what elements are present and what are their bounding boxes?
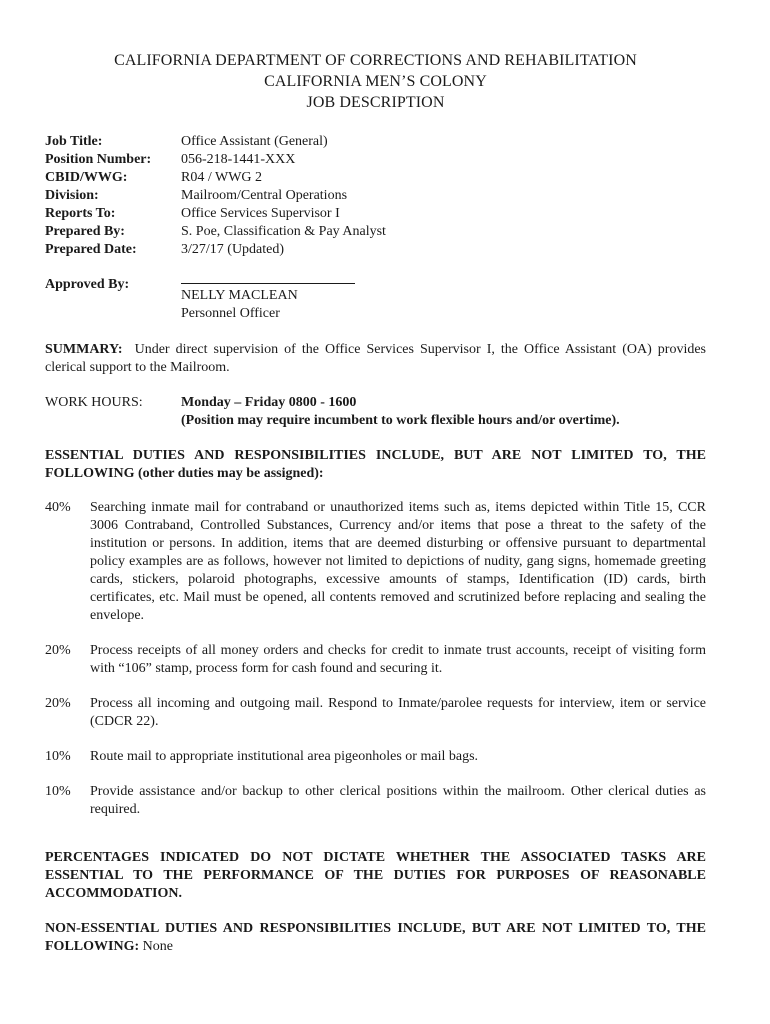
info-value: Mailroom/Central Operations (181, 188, 348, 203)
info-value: 3/27/17 (Updated) (181, 242, 285, 257)
duty-item (45, 783, 706, 819)
duty-text: Provide assistance and/or backup to other clerical positions within the mailroom. Other clerical duties as required. (90, 784, 706, 817)
info-value: Office Services Supervisor I (181, 206, 340, 221)
approver-title: Personnel Officer (181, 306, 280, 321)
nonessential-value: None (142, 939, 173, 954)
facility-title: CALIFORNIA MEN’S COLONY (264, 73, 487, 90)
department-title: CALIFORNIA DEPARTMENT OF CORRECTIONS AND REHABILITATION (114, 52, 637, 69)
info-row (45, 187, 706, 205)
duty-percentage: 40% (45, 500, 71, 515)
duty-text: Process all incoming and outgoing mail. Respond to Inmate/parolee requests for interview, item or service (CDCR 22). (90, 696, 706, 729)
work-hours-schedule: Monday – Friday 0800 - 1600 (181, 395, 357, 410)
approved-label: Approved By: (45, 277, 130, 292)
duty-item (45, 642, 706, 678)
duty-text: Process receipts of all money orders and checks for credit to inmate trust accounts, receipt of visiting form with “106” stamp, process form for cash found and securing it. (90, 643, 706, 676)
approval-block (45, 276, 706, 323)
info-value: R04 / WWG 2 (181, 170, 263, 185)
document-title: JOB DESCRIPTION (306, 94, 445, 111)
duty-item (45, 748, 706, 766)
percentages-note: PERCENTAGES INDICATED DO NOT DICTATE WHETHER THE ASSOCIATED TASKS ARE ESSENTIAL TO THE PERFORMANCE OF THE DUTIES FOR PURPOSES OF REASONABLE ACCOMMODATION. (45, 850, 706, 901)
summary-text: Under direct supervision of the Office Services Supervisor I, the Office Assistant (OA) provides clerical support to the Mailroom. (45, 342, 706, 375)
approval-signature (181, 276, 706, 323)
duty-percentage: 10% (45, 749, 71, 764)
duties-list (45, 499, 706, 819)
work-hours-label: WORK HOURS: (45, 395, 143, 410)
nonessential-heading: NON-ESSENTIAL DUTIES AND RESPONSIBILITIES INCLUDE, BUT ARE NOT LIMITED TO, THE FOLLOWING: (45, 921, 706, 954)
duty-percentage: 20% (45, 696, 71, 711)
info-value: S. Poe, Classification & Pay Analyst (181, 224, 386, 239)
info-label: Prepared By: (45, 224, 125, 239)
info-value: 056-218-1441-XXX (181, 152, 296, 167)
work-hours-section (45, 394, 706, 430)
info-label: Job Title: (45, 134, 103, 149)
work-hours-note: (Position may require incumbent to work flexible hours and/or overtime). (181, 413, 620, 428)
document-header (45, 0, 706, 113)
work-hours-value (181, 394, 706, 430)
duty-item (45, 499, 706, 625)
duty-percentage: 10% (45, 784, 71, 799)
signature-line (181, 276, 355, 284)
approver-name: NELLY MACLEAN (181, 288, 298, 303)
info-label: CBID/WWG: (45, 170, 128, 185)
duty-item (45, 695, 706, 731)
position-info (45, 133, 706, 259)
info-row (45, 151, 706, 169)
info-row (45, 205, 706, 223)
summary-label: SUMMARY: (45, 342, 123, 357)
duty-text: Route mail to appropriate institutional area pigeonholes or mail bags. (90, 749, 479, 764)
info-label: Division: (45, 188, 99, 203)
info-value: Office Assistant (General) (181, 134, 328, 149)
info-label: Prepared Date: (45, 242, 137, 257)
duty-text: Searching inmate mail for contraband or unauthorized items such as, items depicted within Title 15, CCR 3006 Contraband, Controlled Substances, Currency and/or items that pose a threat to the safety of the institution or persons. In addition, items that are deemed disturbing or offensive pursuant to departmental policy examples are as follows, however not limited to depictions of nudity, gang signs, homemade greeting cards, stickers, polaroid photographs, excessive amounts of stamps, Identification (ID) cards, birth certificates, etc. Mail must be opened, all contents removed and scrutinized before replacing and sealing the envelope. (90, 500, 706, 623)
duty-percentage: 20% (45, 643, 71, 658)
info-row (45, 169, 706, 187)
info-row (45, 133, 706, 151)
essential-duties-heading: ESSENTIAL DUTIES AND RESPONSIBILITIES INCLUDE, BUT ARE NOT LIMITED TO, THE FOLLOWING (other duties may be assigned): (45, 448, 706, 481)
summary-section (45, 341, 706, 377)
info-row (45, 241, 706, 259)
info-row (45, 223, 706, 241)
info-label: Position Number: (45, 152, 152, 167)
nonessential-duties-section (45, 920, 706, 956)
info-label: Reports To: (45, 206, 116, 221)
